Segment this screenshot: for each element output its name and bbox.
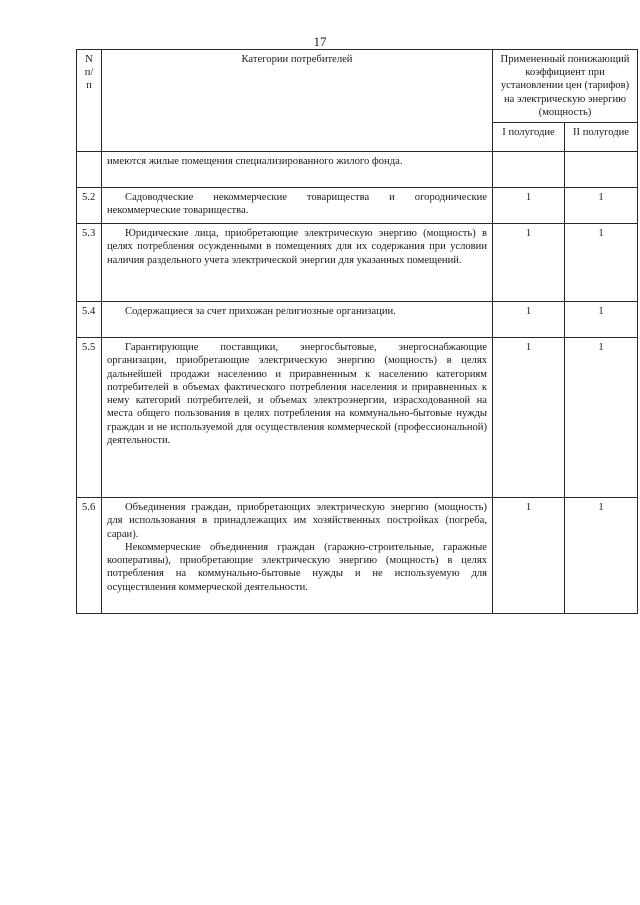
- header-half-1: I полугодие: [493, 123, 565, 152]
- category-paragraph: Объединения граждан, приобретающих электрическую энергию (мощность) для использования в принадлежащих им хозяйственных постройках (погреба, сараи).: [107, 502, 487, 540]
- row-category: [102, 224, 493, 302]
- coefficient-half-2: 1: [565, 338, 638, 498]
- row-number: [77, 152, 102, 188]
- coefficient-half-2: 1: [565, 498, 638, 614]
- row-category: [102, 152, 493, 188]
- coefficient-half-2: 1: [565, 302, 638, 338]
- coefficient-half-2: [565, 152, 638, 188]
- table-row: [77, 188, 638, 224]
- category-paragraph: Некоммерческие объединения граждан (гаражно-строительные, гаражные кооперативы), приобретающие электрическую энергию (мощность) в целях потребления на коммунально-бытовые нужды и не используемую для осуществления коммерческой деятельности.: [107, 541, 487, 593]
- row-number: 5.5: [77, 338, 102, 498]
- header-coefficient: Примененный понижающий коэффициент при установлении цен (тарифов) на электрическую энергию (мощность): [493, 50, 638, 123]
- row-category: [102, 302, 493, 338]
- coefficient-half-1: 1: [493, 338, 565, 498]
- coefficient-half-1: [493, 152, 565, 188]
- row-number: 5.4: [77, 302, 102, 338]
- category-paragraph: Юридические лица, приобретающие электрическую энергию (мощность) в целях потребления осужденными в помещениях для их содержания при условии наличия раздельного учета электрической энергии для указанных помещений.: [107, 228, 487, 266]
- category-paragraph: Содержащиеся за счет прихожан религиозные организации.: [125, 306, 396, 318]
- coefficient-half-2: 1: [565, 188, 638, 224]
- row-category: [102, 188, 493, 224]
- coefficient-half-1: 1: [493, 302, 565, 338]
- table-row: [77, 152, 638, 188]
- header-category: Категории потребителей: [102, 50, 493, 152]
- header-number: N п/п: [77, 50, 102, 152]
- table-row: [77, 338, 638, 498]
- row-number: 5.6: [77, 498, 102, 614]
- table-row: [77, 302, 638, 338]
- row-category: [102, 338, 493, 498]
- table-row: [77, 498, 638, 614]
- table-row: [77, 224, 638, 302]
- header-half-2: II полугодие: [565, 123, 638, 152]
- category-paragraph: имеются жилые помещения специализированного жилого фонда.: [107, 156, 403, 168]
- row-number: 5.3: [77, 224, 102, 302]
- coefficient-half-1: 1: [493, 498, 565, 614]
- row-category: [102, 498, 493, 614]
- category-paragraph: Садоводческие некоммерческие товарищества и огороднические некоммерческие товарищества.: [107, 192, 487, 217]
- coefficient-half-2: 1: [565, 224, 638, 302]
- row-number: 5.2: [77, 188, 102, 224]
- coefficient-half-1: 1: [493, 224, 565, 302]
- tariff-coefficients-table: [76, 49, 638, 614]
- coefficient-half-1: 1: [493, 188, 565, 224]
- table-body: [77, 152, 638, 614]
- category-paragraph: Гарантирующие поставщики, энергосбытовые, энергоснабжающие организации, приобретающие электрическую энергию (мощность) в целях дальнейшей продажи населению и приравненным к населению категориям потребителей в объемах фактического потребления населения и приравненных к нему категорий потребителей, и объемах электроэнергии, израсходованной на места общего пользования в целях потребления на коммунально-бытовые нужды граждан и не используемой для осуществления коммерческой (профессиональной) деятельности.: [107, 342, 487, 446]
- page-number: 17: [313, 34, 327, 49]
